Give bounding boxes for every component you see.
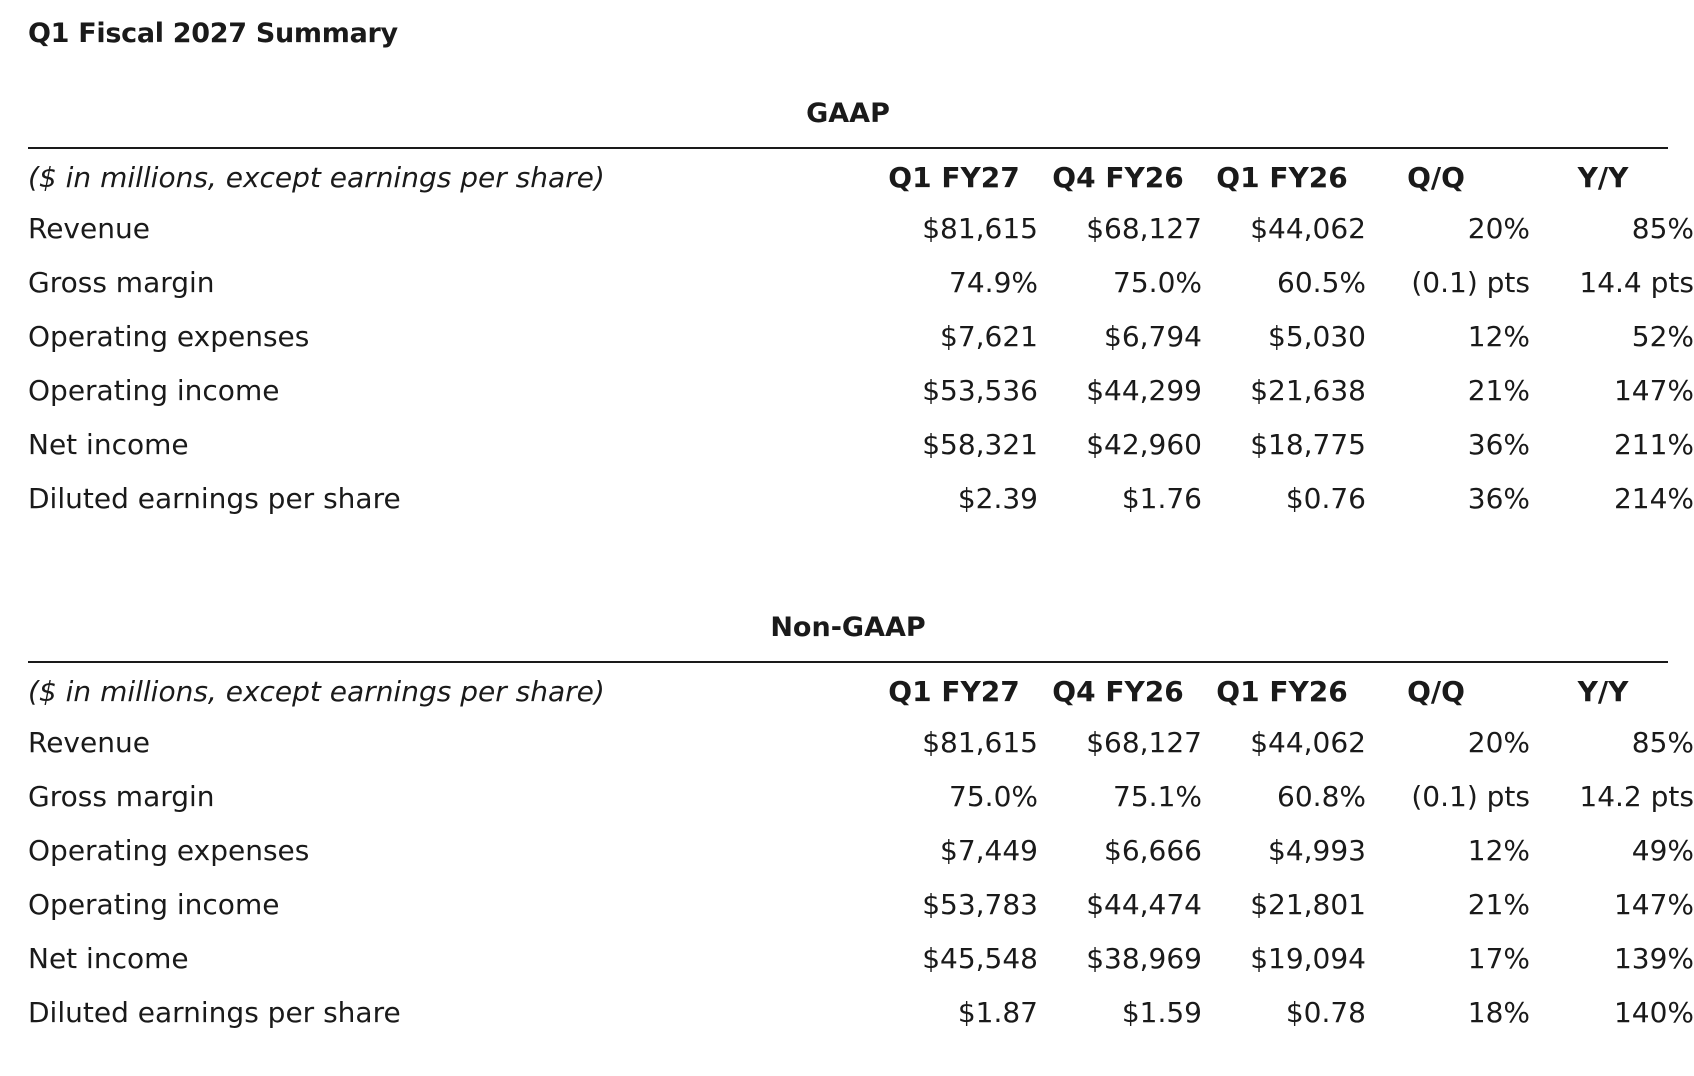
table-cell: $1.76	[1121, 482, 1202, 515]
table-cell: 139%	[1613, 942, 1694, 975]
table-cell: 147%	[1613, 888, 1694, 921]
column-header: Q1 FY26	[1216, 161, 1348, 194]
section-title	[28, 610, 1668, 650]
table-cell: 36%	[1467, 428, 1530, 461]
table-cell: $81,615	[922, 726, 1038, 759]
table-cell: $21,801	[1250, 888, 1366, 921]
column-header: Q4 FY26	[1052, 161, 1184, 194]
row-label: Gross margin	[28, 780, 215, 813]
table-cell: $0.78	[1285, 996, 1366, 1029]
table-cell: 214%	[1613, 482, 1694, 515]
table-cell: 74.9%	[949, 266, 1038, 299]
table-cell: 18%	[1467, 996, 1530, 1029]
table-row	[28, 256, 1694, 310]
column-header: Q1 FY27	[888, 161, 1020, 194]
column-header: Q/Q	[1407, 161, 1465, 194]
table-cell: $4,993	[1268, 834, 1366, 867]
table-cell: $0.76	[1285, 482, 1366, 515]
table-cell: $1.59	[1121, 996, 1202, 1029]
table-cell: 14.4 pts	[1579, 266, 1694, 299]
row-label: Operating income	[28, 374, 280, 407]
table-cell: $58,321	[922, 428, 1038, 461]
row-label: Operating expenses	[28, 834, 310, 867]
column-header: Q1 FY26	[1216, 675, 1348, 708]
section-title	[28, 96, 1668, 136]
table-cell: 60.8%	[1277, 780, 1366, 813]
table-cell: 211%	[1613, 428, 1694, 461]
table-row	[28, 472, 1694, 526]
table-cell: 75.0%	[1113, 266, 1202, 299]
table-row	[28, 824, 1694, 878]
table-cell: 49%	[1631, 834, 1694, 867]
table-row	[28, 986, 1694, 1040]
table-cell: $44,062	[1250, 726, 1366, 759]
table-cell: $42,960	[1086, 428, 1202, 461]
table-cell: 21%	[1467, 374, 1530, 407]
table-row	[28, 716, 1694, 770]
page-title: Q1 Fiscal 2027 Summary	[28, 18, 398, 49]
table-cell: $18,775	[1250, 428, 1366, 461]
table-cell: $5,030	[1268, 320, 1366, 353]
table-header-row	[28, 151, 1668, 205]
gaap-title: GAAP	[806, 98, 890, 129]
table-cell: $6,794	[1104, 320, 1202, 353]
table-cell: $7,621	[940, 320, 1038, 353]
table-cell: 85%	[1631, 726, 1694, 759]
table-row	[28, 932, 1694, 986]
table-cell: 75.1%	[1113, 780, 1202, 813]
table-cell: $1.87	[957, 996, 1038, 1029]
table-cell: 85%	[1631, 212, 1694, 245]
table-cell: 20%	[1467, 212, 1530, 245]
table-cell: 147%	[1613, 374, 1694, 407]
table-cell: 36%	[1467, 482, 1530, 515]
table-row	[28, 310, 1694, 364]
table-cell: 52%	[1631, 320, 1694, 353]
row-label: Gross margin	[28, 266, 215, 299]
row-label: Revenue	[28, 726, 150, 759]
column-header: Y/Y	[1577, 675, 1629, 708]
table-cell: $45,548	[922, 942, 1038, 975]
table-cell: 21%	[1467, 888, 1530, 921]
table-cell: 17%	[1467, 942, 1530, 975]
row-label: Diluted earnings per share	[28, 482, 401, 515]
units-note: ($ in millions, except earnings per share)	[28, 675, 605, 708]
table-header-row	[28, 665, 1668, 719]
row-label: Diluted earnings per share	[28, 996, 401, 1029]
table-cell: $53,783	[922, 888, 1038, 921]
table-row	[28, 770, 1694, 824]
table-cell: 12%	[1467, 834, 1530, 867]
row-label: Operating expenses	[28, 320, 310, 353]
row-label: Operating income	[28, 888, 280, 921]
table-cell: $53,536	[922, 374, 1038, 407]
table-cell: 12%	[1467, 320, 1530, 353]
table-cell: 60.5%	[1277, 266, 1366, 299]
table-cell: 75.0%	[949, 780, 1038, 813]
table-cell: $7,449	[940, 834, 1038, 867]
table-cell: $81,615	[922, 212, 1038, 245]
table-cell: (0.1) pts	[1411, 266, 1530, 299]
row-label: Net income	[28, 942, 189, 975]
section-divider	[28, 147, 1668, 149]
units-note: ($ in millions, except earnings per share)	[28, 161, 605, 194]
table-row	[28, 364, 1694, 418]
table-cell: 20%	[1467, 726, 1530, 759]
row-label: Net income	[28, 428, 189, 461]
row-label: Revenue	[28, 212, 150, 245]
table-row	[28, 202, 1694, 256]
table-cell: (0.1) pts	[1411, 780, 1530, 813]
table-cell: $6,666	[1104, 834, 1202, 867]
non-gaap-title: Non-GAAP	[770, 612, 926, 643]
table-cell: $68,127	[1086, 726, 1202, 759]
table-cell: $44,299	[1086, 374, 1202, 407]
table-cell: $2.39	[957, 482, 1038, 515]
table-row	[28, 418, 1694, 472]
table-cell: $21,638	[1250, 374, 1366, 407]
column-header: Q/Q	[1407, 675, 1465, 708]
column-header: Q1 FY27	[888, 675, 1020, 708]
table-cell: $44,062	[1250, 212, 1366, 245]
column-header: Q4 FY26	[1052, 675, 1184, 708]
column-header: Y/Y	[1577, 161, 1629, 194]
table-cell: $38,969	[1086, 942, 1202, 975]
table-cell: 14.2 pts	[1579, 780, 1694, 813]
table-row	[28, 878, 1694, 932]
section-divider	[28, 661, 1668, 663]
table-cell: $68,127	[1086, 212, 1202, 245]
table-cell: $19,094	[1250, 942, 1366, 975]
table-cell: $44,474	[1086, 888, 1202, 921]
table-cell: 140%	[1613, 996, 1694, 1029]
